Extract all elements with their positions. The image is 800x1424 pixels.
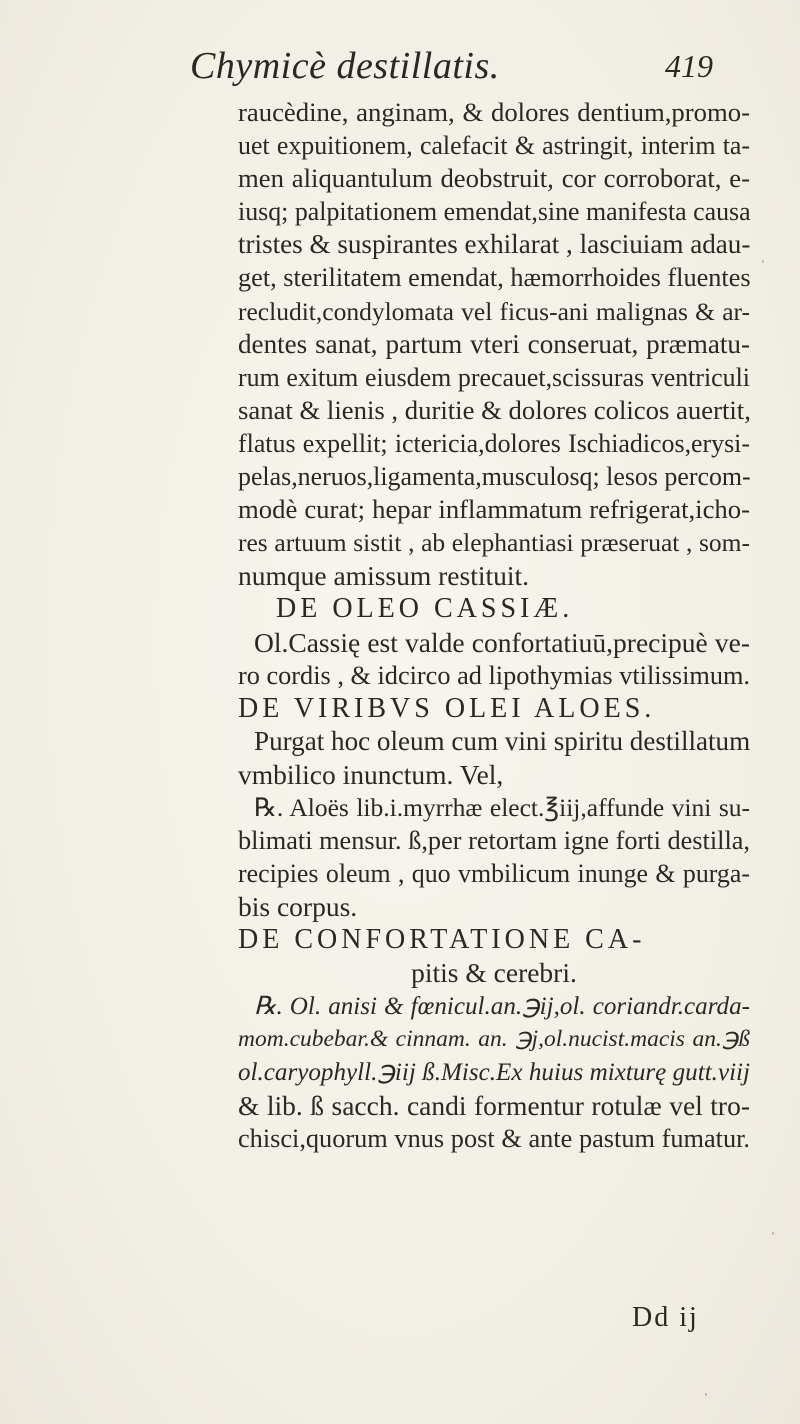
page-header xyxy=(180,44,740,98)
text-line: numque amissum restituit. xyxy=(238,560,530,592)
text-line: ro cordis , & idcirco ad lipothymias vtilissimum. xyxy=(238,660,751,690)
text-line: sanat & lienis , duritie & dolores colicos auertit, xyxy=(238,394,751,425)
page-number: 419 xyxy=(665,48,713,84)
text-line: dentes sanat, partum vteri conseruat, præmatu- xyxy=(238,328,750,359)
text-line: uet expuitionem, calefacit & astringit, interim ta- xyxy=(238,131,750,161)
paper-speck xyxy=(705,1393,707,1396)
text-line: recludit,condylomata vel ficus-ani malignas & ar- xyxy=(238,296,750,326)
running-title: Chymicè destillatis. xyxy=(190,45,500,87)
text-line: mom.cubebar.& cinnam. an. ℈j,ol.nucist.macis an.℈ß xyxy=(238,1025,750,1052)
text-line: & lib. ß sacch. candi formentur rotulæ vel tro- xyxy=(238,1089,750,1121)
text-line: res artuum sistit , ab elephantiasi præseruat , som- xyxy=(238,528,750,558)
text-line: flatus expellit; ictericia,dolores Ischiadicos,erysi- xyxy=(238,428,750,458)
section-heading: DE OLEO CASSIÆ. xyxy=(276,593,574,625)
paper-speck xyxy=(772,1232,774,1235)
text-line: rum exitum eiusdem precauet,scissuras ventriculi xyxy=(238,362,750,392)
text-line: bis corpus. xyxy=(238,891,358,923)
text-line: get, sterilitatem emendat, hæmorrhoides fluentes xyxy=(238,263,751,293)
text-line: tristes & suspirantes exhilarat , lasciuiam adau- xyxy=(238,229,751,260)
text-line: recipies oleum , quo vmbilicum inunge & purga- xyxy=(238,859,750,889)
section-heading: DE VIRIBVS OLEI ALOES. xyxy=(238,692,656,724)
body-text xyxy=(238,96,750,1155)
section-heading: DE CONFORTATIONE CA- xyxy=(238,924,646,956)
text-line: Ol.Cassię est valde confortatiuū,precipuè ve- xyxy=(254,626,750,658)
text-line: ol.caryophyll.℈iij ß.Misc.Ex huius mixturę gutt.viij xyxy=(238,1058,750,1086)
text-line: ℞. Ol. anisi & fœnicul.an.℈ij,ol. coriandr.carda- xyxy=(254,992,750,1020)
text-line: vmbilico inunctum. Vel, xyxy=(238,758,504,790)
text-line: pitis & cerebri. xyxy=(411,957,577,989)
text-line: Purgat hoc oleum cum vini spiritu destillatum xyxy=(254,725,751,756)
text-line: men aliquantulum deobstruit, cor corroborat, e- xyxy=(238,163,750,194)
text-line: blimati mensur. ß,per retortam igne forti destilla, xyxy=(238,826,750,856)
text-line: iusq; palpitationem emendat,sine manifesta causa xyxy=(238,197,751,227)
signature-mark: Dd ij xyxy=(632,1302,699,1333)
paper-speck xyxy=(762,260,764,263)
text-line: chisci,quorum vnus post & ante pastum fumatur. xyxy=(238,1123,750,1153)
text-line: pelas,neruos,ligamenta,musculosq; lesos percom- xyxy=(238,462,751,492)
text-line: modè curat; hepar inflammatum refrigerat,icho- xyxy=(238,494,750,525)
text-line: raucèdine, anginam, & dolores dentium,promo- xyxy=(238,97,750,127)
text-line: ℞. Aloës lib.i.myrrhæ elect.℥iij,affunde vini su- xyxy=(254,792,750,822)
